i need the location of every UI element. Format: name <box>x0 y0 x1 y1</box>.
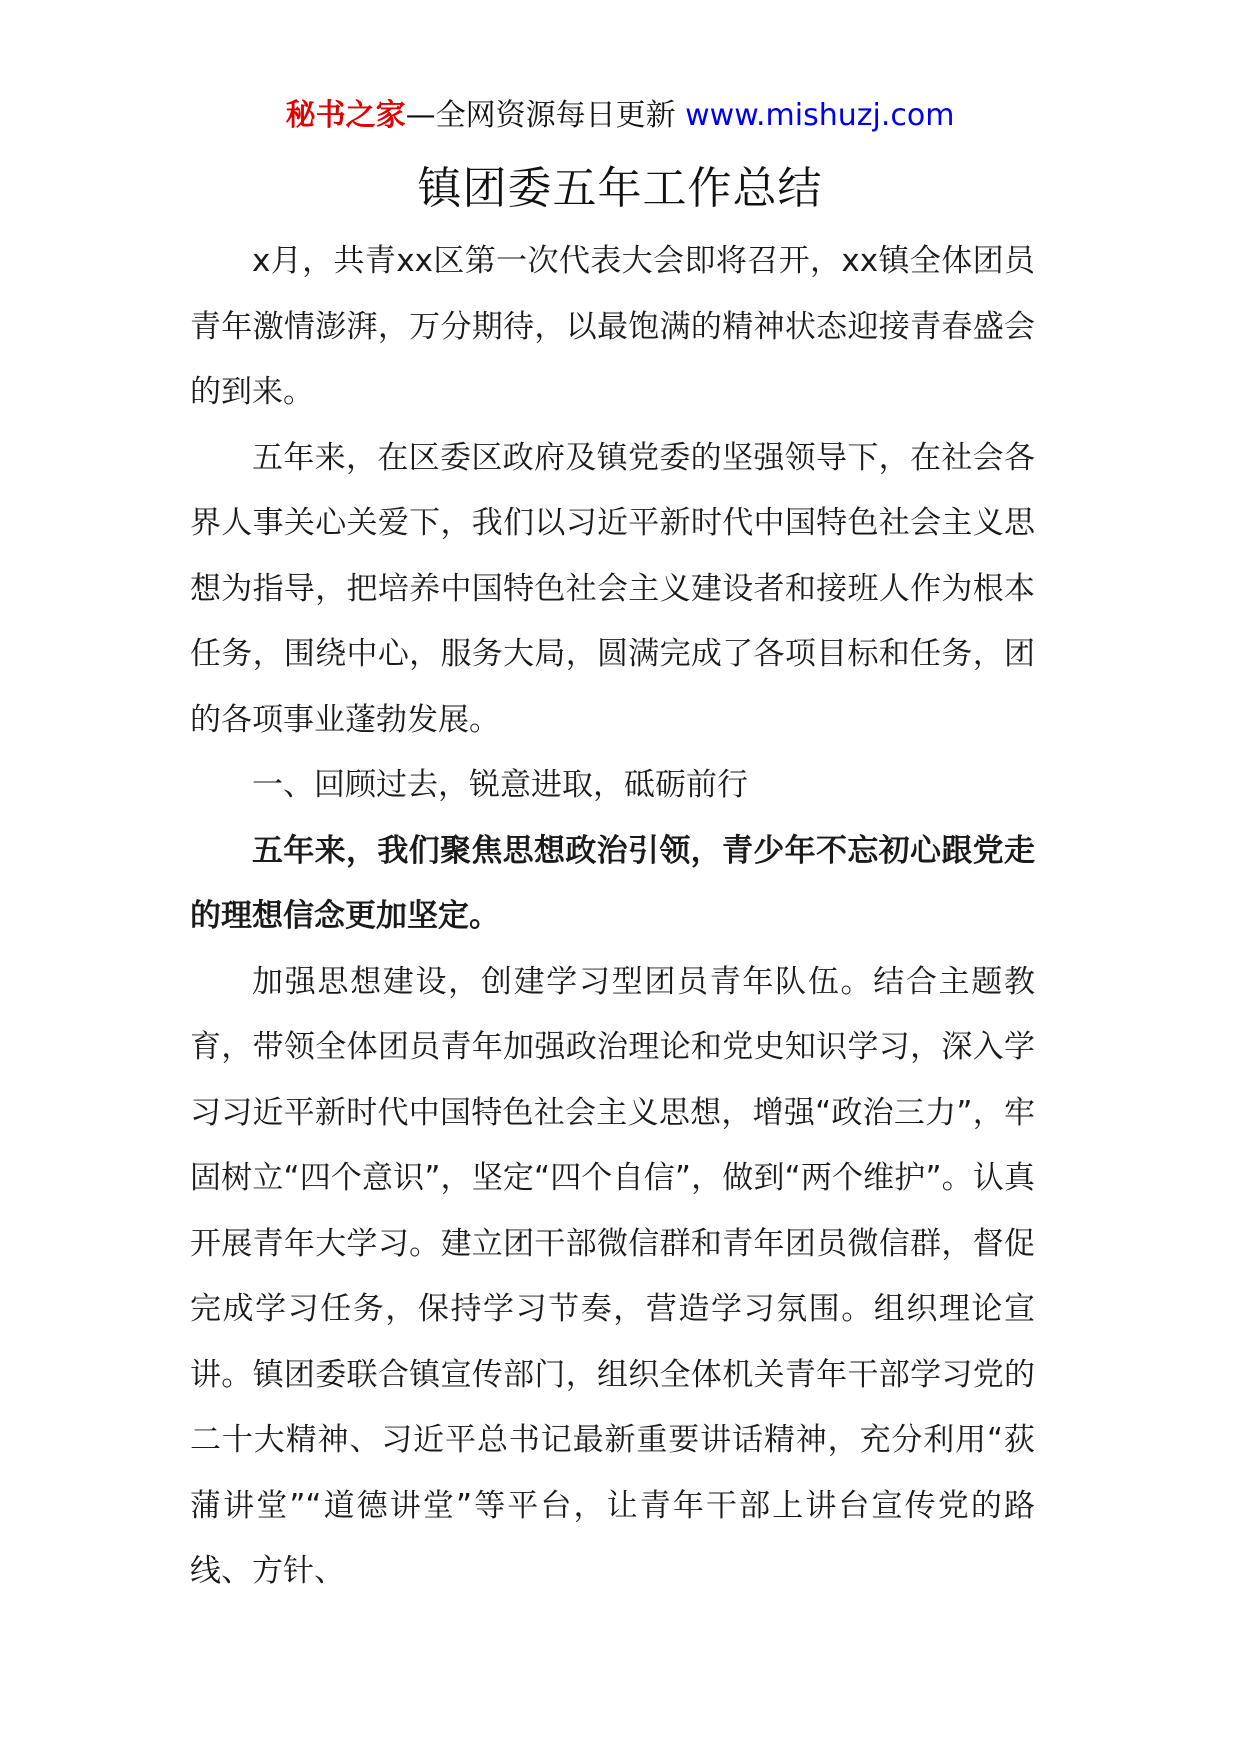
site-url-link[interactable]: www.mishuzj.com <box>685 98 955 133</box>
paragraph-intro: x月，共青xx区第一次代表大会即将召开，xx镇全体团员青年激情澎湃，万分期待，以最饱满的精神状态迎接青春盛会的到来。 <box>190 243 1035 410</box>
document-title: 镇团委五年工作总结 <box>417 163 823 214</box>
header-tagline: —全网资源每日更新 <box>405 98 676 133</box>
bold-subheading: 五年来，我们聚焦思想政治引领，青少年不忘初心跟党走的理想信念更加坚定。 <box>190 832 1035 934</box>
paragraph-ideology: 加强思想建设，创建学习型团员青年队伍。结合主题教育，带领全体团员青年加强政治理论和党史知识学习，深入学习习近平新时代中国特色社会主义思想，增强“政治三力”，牢固树立“四个意识”，坚定“四个自信”，做到“两个维护”。认真开展青年大学习。建立团干部微信群和青年团员微信群，督促完成学习任务，保持学习节奏，营造学习氛围。组织理论宣讲。镇团委联合镇宣传部门，组织全体机关青年干部学习党的二十大精神、习近平总书记最新重要讲话精神，充分利用“荻蒲讲堂”“道德讲堂”等平台，让青年干部上讲台宣传党的路线、方针、 <box>190 963 1035 1589</box>
paragraph-overview: 五年来，在区委区政府及镇党委的坚强领导下，在社会各界人事关心关爱下，我们以习近平新时代中国特色社会主义思想为指导，把培养中国特色社会主义建设者和接班人作为根本任务，围绕中心，服务大局，圆满完成了各项目标和任务，团的各项事业蓬勃发展。 <box>190 439 1035 738</box>
document-body <box>190 229 1035 1605</box>
section-heading: 一、回顾过去，锐意进取，砥砺前行 <box>252 767 748 803</box>
brand-name: 秘书之家 <box>285 98 406 133</box>
site-header <box>0 96 1240 136</box>
